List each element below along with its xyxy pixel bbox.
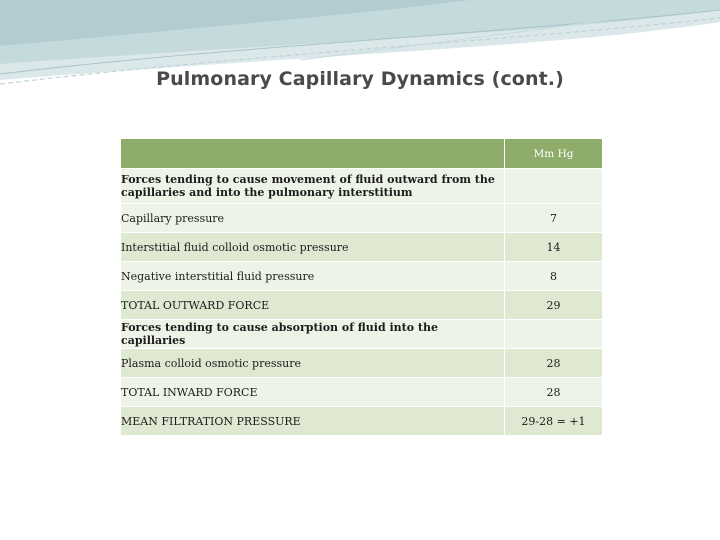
section-heading-outward: Forces tending to cause movement of fluid outward from the capillaries and into the pulmonary interstitium — [121, 169, 505, 204]
row-value — [505, 320, 603, 349]
row-value: 7 — [505, 204, 603, 233]
row-value: 29 — [505, 291, 603, 320]
table-row-total-inward — [121, 378, 603, 407]
row-value: 28 — [505, 349, 603, 378]
header-label-cell — [121, 139, 505, 169]
forces-table — [120, 138, 603, 436]
row-value: 29-28 = +1 — [505, 407, 603, 436]
row-value: 14 — [505, 233, 603, 262]
row-label: Plasma colloid osmotic pressure — [121, 349, 505, 378]
section-absorption-row — [121, 320, 603, 349]
table-row — [121, 349, 603, 378]
slide-title: Pulmonary Capillary Dynamics (cont.) — [156, 68, 564, 90]
row-label: TOTAL OUTWARD FORCE — [121, 291, 505, 320]
row-label: Interstitial fluid colloid osmotic pressure — [121, 233, 505, 262]
table-row-mean-filtration — [121, 407, 603, 436]
row-label: TOTAL INWARD FORCE — [121, 378, 505, 407]
section-outward-row — [121, 169, 603, 204]
table-row — [121, 204, 603, 233]
row-value: 8 — [505, 262, 603, 291]
table-row-total-outward — [121, 291, 603, 320]
row-value — [505, 169, 603, 204]
row-label: Negative interstitial fluid pressure — [121, 262, 505, 291]
table-header-row — [121, 139, 603, 169]
section-heading-absorption: Forces tending to cause absorption of fluid into the capillaries — [121, 320, 505, 349]
unit-header: Mm Hg — [505, 139, 603, 169]
row-label: MEAN FILTRATION PRESSURE — [121, 407, 505, 436]
table-row — [121, 233, 603, 262]
table-row — [121, 262, 603, 291]
row-value: 28 — [505, 378, 603, 407]
row-label: Capillary pressure — [121, 204, 505, 233]
